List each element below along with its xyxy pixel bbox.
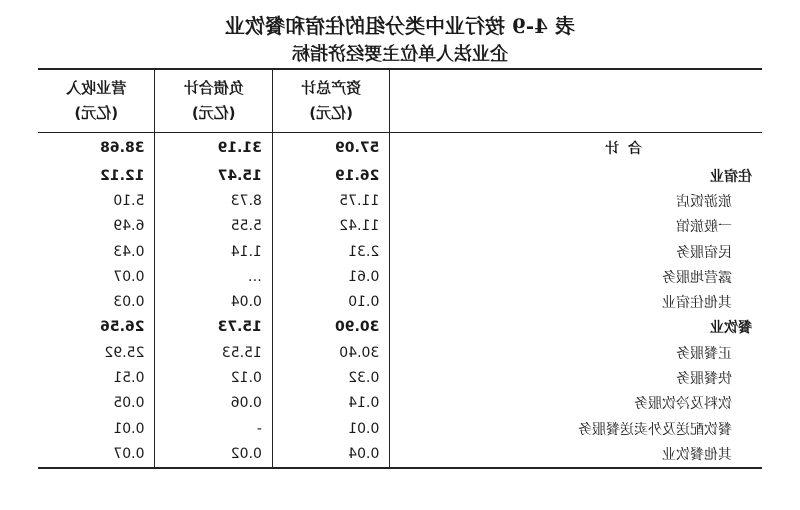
header-assets-unit: (亿元) xyxy=(309,104,353,122)
row-revenue: 38.68 xyxy=(38,133,155,164)
row-liabilities: - xyxy=(155,416,272,441)
row-assets: 30.40 xyxy=(272,340,389,365)
row-assets: 11.42 xyxy=(272,214,389,239)
row-liabilities: 5.55 xyxy=(155,214,272,239)
row-assets: 0.32 xyxy=(272,365,389,390)
row-revenue: 12.12 xyxy=(38,163,155,188)
table-row xyxy=(38,239,762,264)
header-liabilities-unit: (亿元) xyxy=(191,104,236,122)
row-liabilities: … xyxy=(155,264,272,289)
row-revenue: 26.56 xyxy=(38,315,155,340)
row-assets: 0.10 xyxy=(272,289,389,314)
row-name: 旅游饭店 xyxy=(676,193,732,210)
table-row xyxy=(38,163,762,188)
table-row xyxy=(38,441,762,467)
row-liabilities: 8.73 xyxy=(155,188,272,213)
table-subtitle: 企业法人单位主要经济指标 xyxy=(292,44,508,65)
row-liabilities: 0.04 xyxy=(155,289,272,314)
row-name: 其他餐饮业 xyxy=(662,446,732,463)
row-revenue: 0.51 xyxy=(38,365,155,390)
table-row xyxy=(38,315,762,340)
row-revenue: 0.43 xyxy=(38,239,155,264)
header-name xyxy=(390,69,762,133)
header-revenue xyxy=(38,69,155,133)
table-row xyxy=(38,188,762,213)
header-revenue-unit: (亿元) xyxy=(74,104,119,122)
row-assets: 57.09 xyxy=(272,133,389,164)
header-liabilities-label: 负债合计 xyxy=(183,79,244,97)
header-revenue-label: 营业收入 xyxy=(66,79,127,97)
table-row xyxy=(38,365,762,390)
row-assets: 0.04 xyxy=(272,441,389,467)
row-liabilities: 31.19 xyxy=(155,133,272,164)
header-row xyxy=(38,69,762,133)
row-name: 住宿业 xyxy=(710,168,752,185)
row-revenue: 6.49 xyxy=(38,214,155,239)
row-assets: 0.61 xyxy=(272,264,389,289)
table-row xyxy=(38,340,762,365)
row-liabilities: 1.14 xyxy=(155,239,272,264)
row-assets: 0.14 xyxy=(272,391,389,416)
row-name: 饮料及冷饮服务 xyxy=(634,396,732,413)
row-liabilities: 0.02 xyxy=(155,441,272,467)
header-assets-label: 资产总计 xyxy=(301,79,362,97)
row-assets: 2.31 xyxy=(272,239,389,264)
table-title: 表 4-9 按行业中类分组的住宿和餐饮业 xyxy=(224,14,576,38)
table-body xyxy=(38,133,762,468)
row-name: 餐饮业 xyxy=(710,320,752,337)
table-row xyxy=(38,133,762,164)
row-assets: 0.01 xyxy=(272,416,389,441)
row-name: 正餐服务 xyxy=(676,345,732,362)
table-row xyxy=(38,214,762,239)
statistics-table xyxy=(38,68,762,469)
row-revenue: 0.07 xyxy=(38,441,155,467)
row-revenue: 0.03 xyxy=(38,289,155,314)
row-revenue: 0.05 xyxy=(38,391,155,416)
header-assets xyxy=(272,69,389,133)
row-liabilities: 15.73 xyxy=(155,315,272,340)
row-liabilities: 15.47 xyxy=(155,163,272,188)
row-revenue: 0.01 xyxy=(38,416,155,441)
row-liabilities: 0.06 xyxy=(155,391,272,416)
table-row xyxy=(38,391,762,416)
table-row xyxy=(38,416,762,441)
row-liabilities: 15.53 xyxy=(155,340,272,365)
row-name: 合 计 xyxy=(603,141,642,157)
row-name: 一般旅馆 xyxy=(676,219,732,236)
row-revenue: 25.92 xyxy=(38,340,155,365)
row-revenue: 0.07 xyxy=(38,264,155,289)
row-revenue: 5.10 xyxy=(38,188,155,213)
row-name: 餐饮配送及外卖送餐服务 xyxy=(578,421,732,438)
table-row xyxy=(38,264,762,289)
row-name: 快餐服务 xyxy=(676,371,732,388)
row-name: 民宿服务 xyxy=(676,244,732,261)
header-liabilities xyxy=(155,69,272,133)
row-name: 露营地服务 xyxy=(662,269,732,286)
row-name: 其他住宿业 xyxy=(662,295,732,312)
row-assets: 26.19 xyxy=(272,163,389,188)
row-assets: 11.75 xyxy=(272,188,389,213)
row-assets: 30.90 xyxy=(272,315,389,340)
row-liabilities: 0.12 xyxy=(155,365,272,390)
table-row xyxy=(38,289,762,314)
